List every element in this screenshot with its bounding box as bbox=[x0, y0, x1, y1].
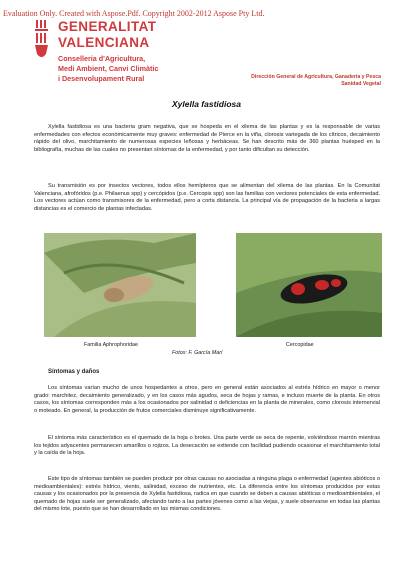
paragraph-leaf-scorch: El síntoma más característico es el quemado de la hoja o brotes. Una parte verde se seca de repente, volviéndose marrón mientras los tejidos adyacentes permanecen amarillos o rojizos. La desecación se extiende con facilidad pudiendo ocasionar el marchitamiento total y la caída de la hoja. bbox=[34, 435, 380, 457]
paragraph-abiotic: Este tipo de síntomas también se pueden producir por otras causas no asociadas a ninguna plaga o enfermedad (agentes abióticos o medioambientales): estrés hídrico, viento, salinidad, exceso de nutrientes, etc. La diferencia entre los síntomas producidos por estas causas y los ocasionados por la presencia de Xylella fastidiosa, radica en que cuando se deben a causas abióticas o medioambientales, el quemado de hojas suele ser generalizado, afectando tanto a las partes jóvenes como a las viejas, y suele observarse en todas las plantas del mismo lote, puesto que se han desarrollado en las mismas condiciones. bbox=[34, 476, 380, 513]
caption-cercopidae: Cercopidae bbox=[286, 342, 314, 348]
org-name-line2: VALENCIANA bbox=[58, 35, 150, 50]
aphrophoridae-photo bbox=[44, 233, 196, 337]
paragraph-transmission: Su transmisión es por insectos vectores, todos ellos hemípteros que se alimentan del xilema de las plantas. En la Comunitat Valenciana, afrofóridos (p.e. Philaenus spp) y cercópidos (p.e. Cercopis spp) son las familias con vectores potenciales de esta enfermedad. Los vectores actúan como transmisores de la enfermedad, pero a corta distancia. La principal vía de propagación de la bacteria a largas distancias es el comercio de plantas infectadas. bbox=[34, 183, 380, 212]
evaluation-watermark: Evaluation Only. Created with Aspose.Pdf. Copyright 2002-2012 Aspose Pty Ltd. bbox=[3, 9, 265, 18]
department-name bbox=[58, 54, 158, 84]
directorate-line1: Dirección General de Agricultura, Ganadería y Pesca bbox=[251, 74, 381, 80]
department-line3: i Desenvolupament Rural bbox=[58, 74, 145, 83]
paragraph-symptoms: Los síntomas varían mucho de unos hospedantes a otros, pero en general están asociados al estrés hídrico en mayor o menor grado: marchitez, decaimiento generalizado, y en los casos más agudos, seca de hojas y ramas, e incluso muerte de la planta. En otros casos, los síntomas corresponden más a los ocasionados por salinidad o deficiencias en la planta de minerales, como clorosis internervial o moteado. En general, la producción de frutos comerciales disminuye significativamente. bbox=[34, 385, 380, 414]
department-line2: Medi Ambient, Canvi Climàtic bbox=[58, 64, 159, 73]
document-title: Xylella fastidiosa bbox=[172, 99, 241, 109]
photo-credit: Fotos: F. García Marí bbox=[172, 350, 223, 356]
paragraph-intro: Xylella fastidiosa es una bacteria gram negativa, que se hospeda en el xilema de las plantas y es la responsable de varias enfermedades con efectos económicamente muy graves: enfermedad de Pierce en la viña, clorosis variegada de los cítricos, decaimiento rápido del olivo, marchitamiento de numerosas especies leñosas y herbáceas. Se han descrito más de 360 plantas huésped en la bibliografía, muchas de las cuales no presentan síntomas de la enfermedad, y por tanto dificultan su detección. bbox=[34, 124, 380, 153]
department-line1: Conselleria d'Agricultura, bbox=[58, 54, 146, 63]
cercopidae-photo bbox=[236, 233, 382, 337]
org-name-line1: GENERALITAT bbox=[58, 19, 157, 34]
directorate-line2: Sanidad Vegetal bbox=[341, 81, 381, 87]
caption-aphrophoridae: Familia Aphrophoridae bbox=[84, 342, 138, 348]
directorate bbox=[251, 74, 381, 88]
generalitat-logo-icon bbox=[34, 20, 50, 60]
section-heading-symptoms: Síntomas y daños bbox=[48, 369, 100, 375]
org-name bbox=[58, 19, 156, 51]
